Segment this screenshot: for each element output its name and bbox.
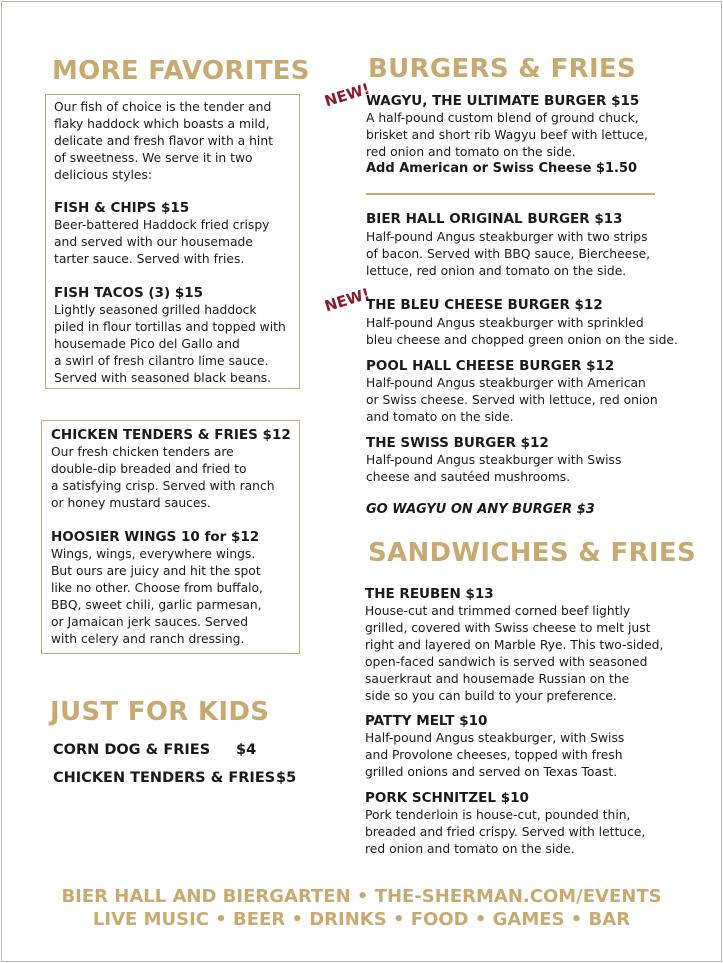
description-line: Pork tenderloin is house-cut, pounded thin, — [365, 808, 631, 822]
description-line: Half-pound Angus steakburger with Swiss — [366, 453, 622, 467]
description-line: Wings, wings, everywhere wings. — [51, 547, 256, 561]
description-line: red onion and tomato on the side. — [365, 842, 575, 856]
description-line: like no other. Choose from buffalo, — [51, 581, 263, 595]
description-line: BBQ, sweet chili, garlic parmesan, — [51, 598, 262, 612]
description-line: flaky haddock which boasts a mild, — [54, 117, 270, 131]
description-line: lettuce, red onion and tomato on the side. — [366, 264, 627, 278]
description-line: delicate and fresh flavor with a hint — [54, 134, 273, 148]
hoosier-wings-desc — [51, 546, 263, 648]
description-line: Beer-battered Haddock fried crispy — [54, 218, 270, 232]
kids-item-name: CORN DOG & FRIES — [53, 742, 211, 758]
sandwiches-title: SANDWICHES & FRIES — [368, 538, 696, 568]
fish-tacos-desc — [54, 302, 286, 387]
reuben-title: THE REUBEN $13 — [365, 586, 494, 602]
fish-tacos-title: FISH TACOS (3) $15 — [54, 285, 203, 301]
description-line: piled in flour tortillas and topped with — [54, 320, 286, 334]
fish-chips-desc — [54, 217, 269, 268]
description-line: grilled onions and served on Texas Toast. — [365, 765, 618, 779]
description-line: A half-pound custom blend of ground chuck, — [366, 111, 639, 125]
bleu-burger-desc — [366, 315, 678, 349]
burgers-title: BURGERS & FRIES — [368, 54, 637, 84]
more-favorites-title: MORE FAVORITES — [52, 56, 310, 86]
patty-melt-title: PATTY MELT $10 — [365, 713, 488, 729]
description-line: open-faced sandwich is served with seasoned — [365, 655, 648, 669]
reuben-desc — [365, 603, 663, 705]
hoosier-wings-title: HOOSIER WINGS 10 for $12 — [51, 529, 260, 545]
description-line: double-dip breaded and fried to — [51, 462, 247, 476]
original-burger-title: BIER HALL ORIGINAL BURGER $13 — [366, 211, 623, 227]
description-line: and served with our housemade — [54, 235, 253, 249]
description-line: bleu cheese and chopped green onion on the side. — [366, 333, 678, 347]
description-line: delicious styles: — [54, 168, 153, 182]
description-line: or Jamaican jerk sauces. Served — [51, 615, 249, 629]
description-line: right and layered on Marble Rye. This two-sided, — [365, 638, 664, 652]
description-line: of sweetness. We serve it in two — [54, 151, 253, 165]
pool-hall-burger-desc — [366, 375, 658, 426]
chicken-wings-box — [41, 420, 300, 654]
chicken-tenders-title: CHICKEN TENDERS & FRIES $12 — [51, 427, 291, 443]
new-badge: NEW! — [322, 79, 372, 111]
description-line: breaded and fried crispy. Served with lettuce, — [365, 825, 646, 839]
divider — [366, 193, 655, 195]
footer-line-1: BIER HALL AND BIERGARTEN • THE-SHERMAN.COM/EVENTS — [61, 886, 662, 907]
description-line: Half-pound Angus steakburger with sprinkled — [366, 316, 644, 330]
description-line: and Provolone cheeses, topped with fresh — [365, 748, 623, 762]
wagyu-desc — [366, 110, 648, 161]
original-burger-desc — [366, 229, 650, 280]
new-badge: NEW! — [322, 284, 372, 316]
description-line: Half-pound Angus steakburger with two strips — [366, 230, 648, 244]
description-line: But ours are juicy and hit the spot — [51, 564, 261, 578]
description-line: Lightly seasoned grilled haddock — [54, 303, 257, 317]
kids-item-price: $5 — [276, 770, 297, 786]
description-line: Our fresh chicken tenders are — [51, 445, 234, 459]
chicken-tenders-desc — [51, 444, 275, 512]
pool-hall-burger-title: POOL HALL CHEESE BURGER $12 — [366, 358, 615, 374]
wagyu-addon: Add American or Swiss Cheese $1.50 — [366, 161, 638, 176]
description-line: sauerkraut and housemade Russian on the — [365, 672, 630, 686]
fish-box — [45, 94, 300, 389]
description-line: tarter sauce. Served with fries. — [54, 252, 245, 266]
wagyu-title: WAGYU, THE ULTIMATE BURGER $15 — [366, 93, 640, 109]
kids-item-name: CHICKEN TENDERS & FRIES — [53, 770, 276, 786]
fish-chips-title: FISH & CHIPS $15 — [54, 200, 190, 216]
description-line: housemade Pico del Gallo and — [54, 337, 240, 351]
description-line: or Swiss cheese. Served with lettuce, red onion — [366, 393, 658, 407]
schnitzel-desc — [365, 807, 645, 858]
description-line: Served with seasoned black beans. — [54, 371, 272, 385]
go-wagyu-offer: GO WAGYU ON ANY BURGER $3 — [366, 502, 595, 517]
description-line: grilled, covered with Swiss cheese to melt just — [365, 621, 651, 635]
description-line: brisket and short rib Wagyu beef with lettuce, — [366, 128, 648, 142]
description-line: House-cut and trimmed corned beef lightly — [365, 604, 631, 618]
description-line: and tomato on the side. — [366, 410, 514, 424]
fish-intro — [54, 99, 273, 184]
footer-line-2: LIVE MUSIC • BEER • DRINKS • FOOD • GAMES • BAR — [92, 909, 631, 930]
bleu-burger-title: THE BLEU CHEESE BURGER $12 — [366, 297, 603, 313]
description-line: Half-pound Angus steakburger with American — [366, 376, 646, 390]
description-line: cheese and sautéed mushrooms. — [366, 470, 571, 484]
description-line: or honey mustard sauces. — [51, 496, 211, 510]
description-line: red onion and tomato on the side. — [366, 145, 576, 159]
description-line: Our fish of choice is the tender and — [54, 100, 272, 114]
description-line: of bacon. Served with BBQ sauce, Biercheese, — [366, 247, 651, 261]
description-line: side so you can build to your preference. — [365, 689, 617, 703]
swiss-burger-desc — [366, 452, 621, 486]
description-line: a satisfying crisp. Served with ranch — [51, 479, 275, 493]
kids-title: JUST FOR KIDS — [50, 697, 270, 727]
schnitzel-title: PORK SCHNITZEL $10 — [365, 790, 529, 806]
patty-melt-desc — [365, 730, 624, 781]
swiss-burger-title: THE SWISS BURGER $12 — [366, 435, 549, 451]
kids-item-price: $4 — [236, 742, 257, 758]
description-line: a swirl of fresh cilantro lime sauce. — [54, 354, 269, 368]
description-line: Half-pound Angus steakburger, with Swiss — [365, 731, 625, 745]
description-line: with celery and ranch dressing. — [51, 632, 245, 646]
